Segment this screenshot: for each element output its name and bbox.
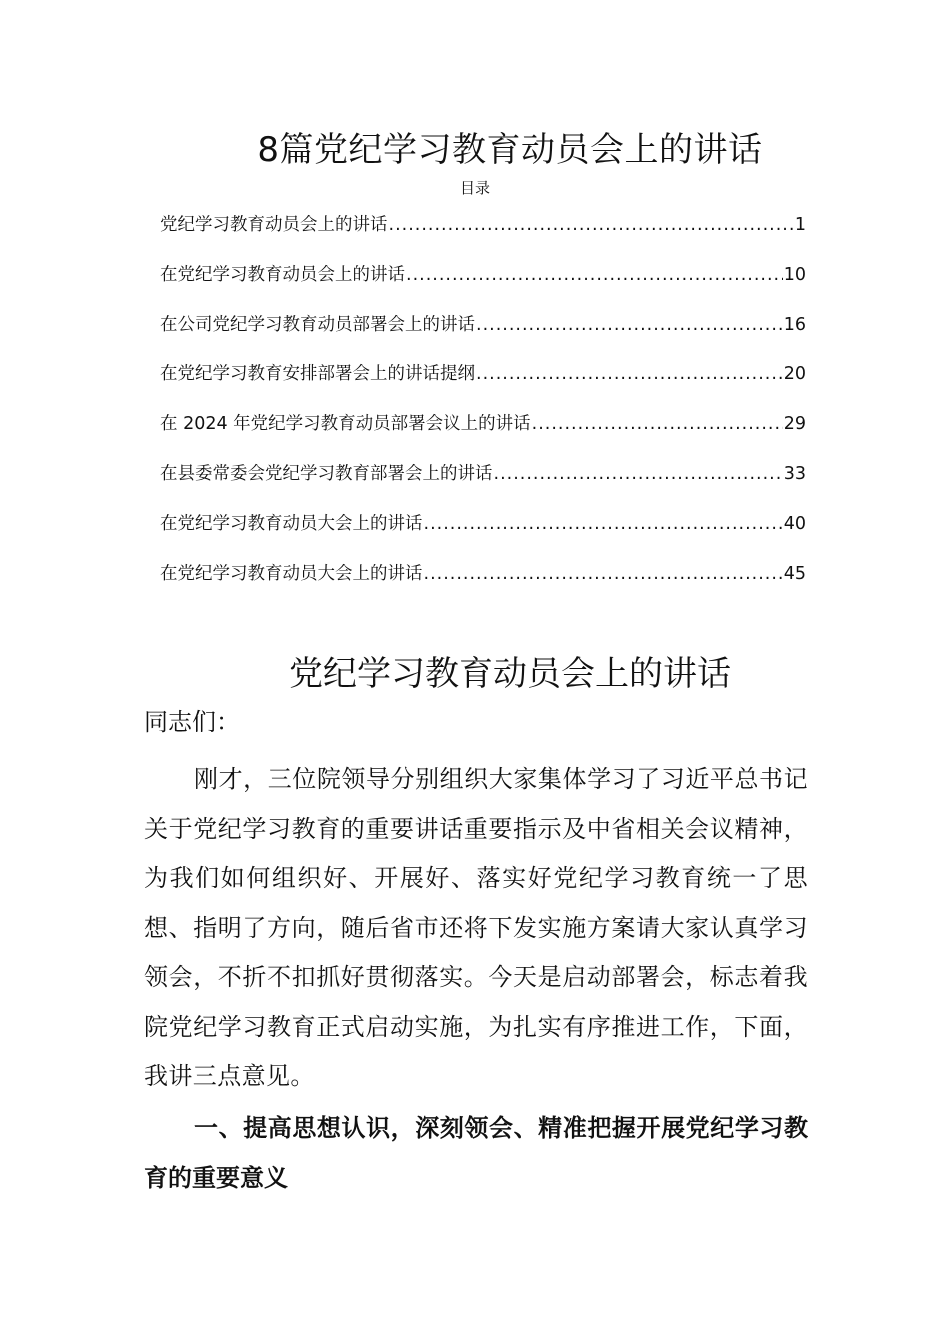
toc-leader-dots — [476, 361, 783, 387]
salutation: 同志们： — [144, 708, 240, 736]
toc-entry[interactable] — [160, 361, 806, 411]
document-title: 8篇党纪学习教育动员会上的讲话 — [257, 130, 763, 170]
toc-entry-title: 在党纪学习教育动员会上的讲话 — [160, 264, 405, 285]
toc-entry-page: 10 — [783, 264, 806, 285]
toc-entry[interactable] — [160, 312, 806, 362]
toc-leader-dots — [532, 411, 783, 437]
toc-entry-title: 在党纪学习教育动员大会上的讲话 — [160, 563, 423, 584]
toc-entry[interactable] — [160, 511, 806, 561]
toc-entry-page: 45 — [783, 563, 806, 584]
toc-entry-title: 在 2024 年党纪学习教育动员部署会议上的讲话 — [160, 414, 531, 435]
toc-entry[interactable] — [160, 262, 806, 312]
toc-entry[interactable] — [160, 212, 806, 262]
table-of-contents — [160, 212, 806, 610]
toc-entry[interactable] — [160, 411, 806, 461]
toc-leader-dots — [476, 312, 783, 338]
toc-leader-dots — [494, 461, 783, 487]
toc-entry-title: 在党纪学习教育动员大会上的讲话 — [160, 513, 423, 534]
toc-heading: 目录 — [459, 179, 490, 197]
toc-entry-title: 党纪学习教育动员会上的讲话 — [160, 215, 388, 235]
toc-leader-dots — [406, 262, 783, 288]
toc-leader-dots — [389, 212, 794, 238]
toc-entry-title: 在县委常委会党纪学习教育部署会上的讲话 — [160, 463, 493, 484]
body-paragraph: 刚才，三位院领导分别组织大家集体学习了习近平总书记关于党纪学习教育的重要讲话重要指示及中省相关会议精神，为我们如何组织好、开展好、落实好党纪学习教育统一了思想、指明了方向，随后省市还将下发实施方案请大家认真学习领会，不折不扣抓好贯彻落实。今天是启动部署会，标志着我院党纪学习教育正式启动实施，为扎实有序推进工作，下面，我讲三点意见。 — [144, 765, 808, 1090]
toc-entry-page: 1 — [794, 215, 806, 235]
toc-entry[interactable] — [160, 461, 806, 511]
toc-entry[interactable] — [160, 561, 806, 611]
toc-entry-title: 在公司党纪学习教育动员部署会上的讲话 — [160, 314, 475, 335]
toc-entry-page: 20 — [783, 364, 806, 385]
article-title: 党纪学习教育动员会上的讲话 — [289, 654, 731, 694]
toc-entry-page: 29 — [783, 414, 806, 435]
toc-entry-title: 在党纪学习教育安排部署会上的讲话提纲 — [160, 364, 475, 385]
toc-leader-dots — [424, 511, 783, 537]
section-heading: 一、提高思想认识，深刻领会、精准把握开展党纪学习教育的重要意义 — [144, 1114, 808, 1192]
toc-entry-page: 33 — [783, 463, 806, 484]
toc-entry-page: 16 — [783, 314, 806, 335]
toc-leader-dots — [424, 561, 783, 587]
toc-entry-page: 40 — [783, 513, 806, 534]
